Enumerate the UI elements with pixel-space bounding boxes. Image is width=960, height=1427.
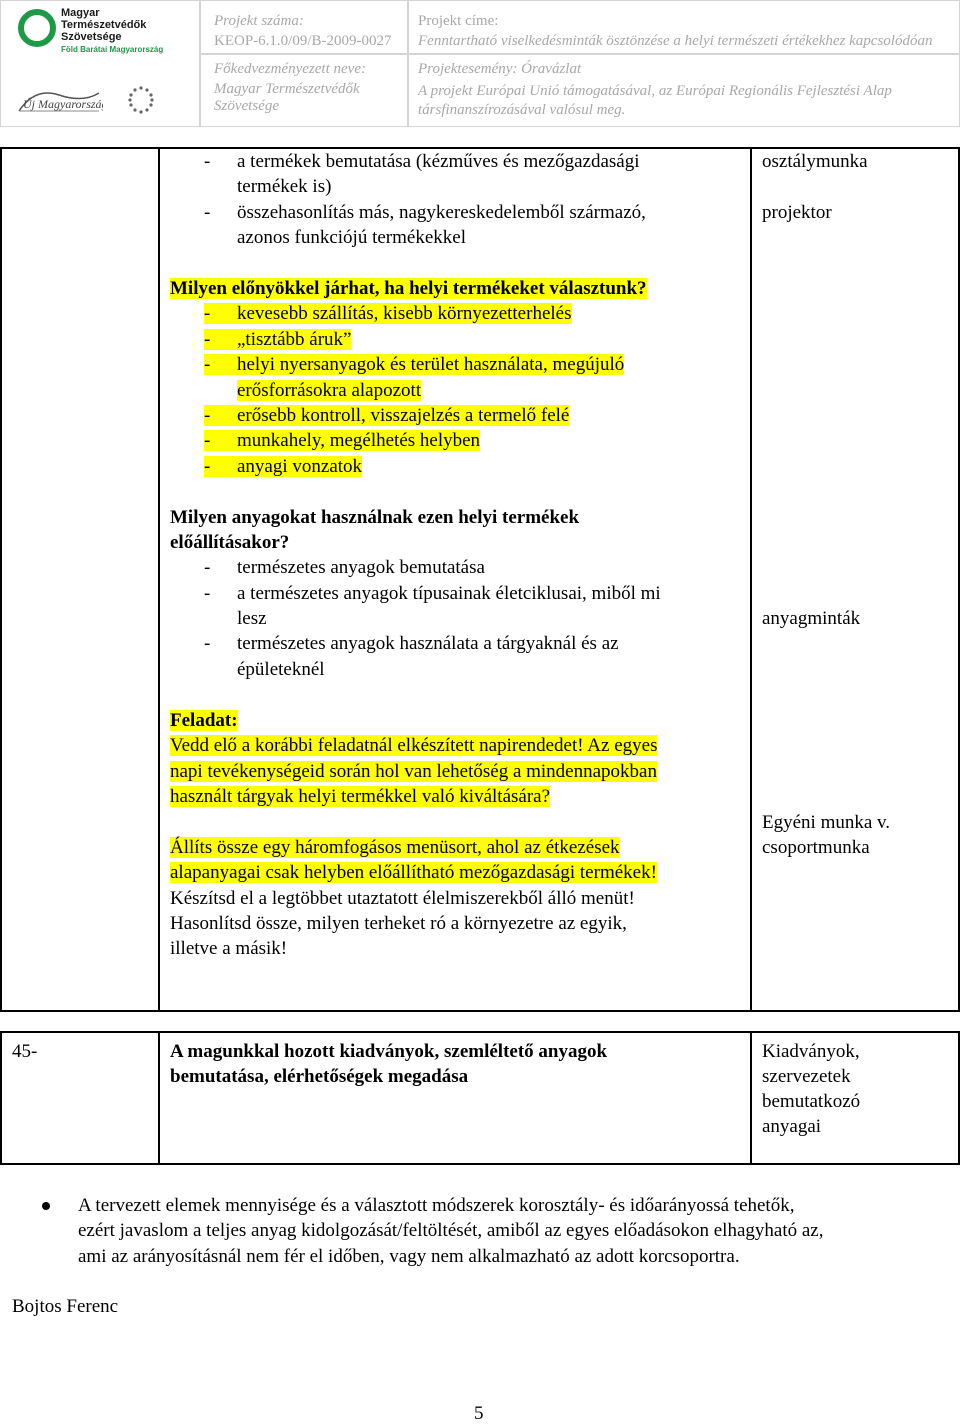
table-border: [158, 1031, 160, 1165]
list-item-text: kevesebb szállítás, kisebb környezetterhelés: [237, 303, 572, 324]
list-item-cont: lesz: [237, 608, 267, 629]
table-border: [0, 1031, 2, 1165]
list-item-cont: [237, 378, 421, 404]
project-event: Projektesemény: Óravázlat: [418, 61, 582, 77]
tool-osztalymunka: osztálymunka: [762, 151, 868, 172]
project-title: Fenntartható viselkedésminták ösztönzése a helyi természeti értékekhez kapcsolódóan: [418, 33, 933, 49]
mtvsz-logo-icon: [18, 9, 56, 47]
dash: -: [204, 456, 211, 477]
dash: -: [204, 405, 211, 426]
table-border: [0, 1163, 960, 1165]
project-title-label: Projekt címe:: [418, 13, 499, 29]
logo-name-3: Szövetsége: [61, 31, 122, 43]
list-item: [204, 352, 624, 378]
task2-line: illetve a másik!: [170, 938, 288, 959]
list-item-text: a természetes anyagok típusainak életciklusai, miből mi: [237, 583, 661, 604]
eu-flag-icon: [119, 83, 163, 117]
logo-name: [61, 7, 146, 43]
list-item-text: helyi nyersanyagok és terület használata, megújuló: [237, 354, 625, 375]
task-label: [170, 708, 238, 734]
tool-csoportmunka: csoportmunka: [762, 837, 870, 858]
list-item: [204, 301, 572, 327]
list-item-text: természetes anyagok használata a tárgyaknál és az: [237, 633, 619, 654]
logo-subtitle: Föld Barátai Magyarország: [61, 45, 164, 54]
row2-tools-line: Kiadványok,: [762, 1041, 860, 1062]
task2-line: [170, 860, 657, 886]
dash: -: [204, 583, 211, 604]
list-item: [204, 149, 640, 175]
task2-line-text: alapanyagai csak helyben előállítható mezőgazdasági termékek!: [170, 862, 657, 883]
beneficiary-line1: Magyar Természetvédők: [214, 81, 360, 97]
task-label-text: Feladat:: [170, 710, 238, 731]
row2-tools-line: anyagai: [762, 1116, 822, 1137]
note-line: ezért javaslom a teljes anyag kidolgozását/feltöltését, amiből az egyes előadásokon elhagyható az,: [78, 1220, 824, 1241]
list-item: [204, 581, 661, 607]
list-item-text: „tisztább áruk”: [237, 329, 352, 350]
task-line-text: Vedd elő a korábbi feladatnál elkészített napirendedet! Az egyes: [170, 735, 658, 756]
task2-line: [170, 835, 620, 861]
page-number: 5: [474, 1403, 484, 1424]
row-number: 45-: [12, 1041, 38, 1062]
beneficiary-line2: Szövetsége: [214, 98, 279, 114]
list-item: [204, 631, 619, 657]
list-item: [204, 327, 351, 353]
list-item-text: anyagi vonzatok: [237, 456, 363, 477]
list-item-cont: termékek is): [237, 176, 332, 197]
list-item-text: természetes anyagok bemutatása: [237, 557, 485, 578]
tool-anyagmintak: anyagminták: [762, 608, 861, 629]
note-line: ami az arányosításnál nem fér el időben, vagy nem alkalmazható az adott korcsoportra.: [78, 1246, 740, 1267]
header-project-number-cell: [200, 0, 408, 54]
dash: -: [204, 329, 211, 350]
logo-name-1: Magyar: [61, 7, 100, 19]
bullet-icon: [42, 1202, 50, 1210]
funding-line2: társfinanszírozásával valósul meg.: [418, 102, 626, 118]
list-item-text: erősebb kontroll, visszajelzés a termelő felé: [237, 405, 570, 426]
row2-tools-line: szervezetek: [762, 1066, 851, 1087]
project-number: KEOP-6.1.0/09/B-2009-0027: [214, 33, 392, 49]
dash: -: [204, 430, 211, 451]
list-item-cont: azonos funkciójú termékekkel: [237, 227, 466, 248]
dash: -: [204, 557, 211, 578]
task2-line: Hasonlítsd össze, milyen terheket ró a környezetre az egyik,: [170, 913, 627, 934]
tool-egyeni-munka: Egyéni munka v.: [762, 812, 891, 833]
question-1: [170, 276, 647, 302]
task-line-text: használt tárgyak helyi termékkel való kiváltására?: [170, 786, 551, 807]
dash: -: [204, 303, 211, 324]
dash: -: [204, 151, 211, 172]
list-item: [204, 403, 569, 429]
header-logo-cell: [0, 0, 200, 127]
task-line: [170, 784, 550, 810]
table-border: [0, 1031, 960, 1033]
question-1-text: Milyen előnyökkel járhat, ha helyi termékeket választunk?: [170, 278, 647, 299]
logo2-text: Új Magyarország: [23, 97, 103, 111]
list-item: [204, 555, 485, 581]
task2-line-text: Állíts össze egy háromfogásos menüsort, ahol az étkezések: [170, 837, 620, 858]
list-item-text: erősforrásokra alapozott: [237, 380, 422, 401]
table-border: [750, 1031, 752, 1165]
table-border: [0, 147, 2, 1012]
task-line-text: napi tevékenységeid során hol van lehetőség a mindennapokban: [170, 761, 657, 782]
question-2-line2: előállításakor?: [170, 532, 290, 553]
task2-line: Készítsd el a legtöbbet utaztatott élelmiszerekből álló menüt!: [170, 888, 635, 909]
uj-magyarorszag-logo-icon: [15, 83, 103, 117]
page-header: [0, 0, 960, 127]
logo-name-2: Természetvédők: [61, 19, 147, 31]
funding-line1: A projekt Európai Unió támogatásával, az Európai Regionális Fejlesztési Alap: [418, 83, 892, 99]
list-item-cont: épületeknél: [237, 659, 325, 680]
table-border: [0, 1010, 960, 1012]
row2-tools-line: bemutatkozó: [762, 1091, 861, 1112]
list-item-text: munkahely, megélhetés helyben: [237, 430, 481, 451]
header-title-cell: [408, 0, 960, 54]
beneficiary-label: Főkedvezményezett neve:: [214, 61, 366, 77]
table-border: [158, 147, 160, 1012]
question-2-line1: Milyen anyagokat használnak ezen helyi termékek: [170, 507, 580, 528]
list-item-text: a termékek bemutatása (kézműves és mezőgazdasági: [237, 151, 640, 172]
list-item: [204, 200, 646, 226]
note-line: A tervezett elemek mennyisége és a választott módszerek korosztály- és időarányossá tehetők,: [78, 1195, 795, 1216]
dash: -: [204, 633, 211, 654]
author: Bojtos Ferenc: [12, 1296, 119, 1317]
header-event-cell: [408, 54, 960, 127]
header-beneficiary-cell: [200, 54, 408, 127]
list-item: [204, 428, 480, 454]
list-item: [204, 454, 362, 480]
row2-title-line2: bemutatása, elérhetőségek megadása: [170, 1066, 469, 1087]
task-line: [170, 759, 657, 785]
dash: -: [204, 354, 211, 375]
project-number-label: Projekt száma:: [214, 13, 304, 29]
table-border: [750, 147, 752, 1012]
task-line: [170, 733, 657, 759]
row2-title-line1: A magunkkal hozott kiadványok, szemléltető anyagok: [170, 1041, 608, 1062]
dash: -: [204, 202, 211, 223]
tool-projektor: projektor: [762, 202, 832, 223]
list-item-text: összehasonlítás más, nagykereskedelemből származó,: [237, 202, 646, 223]
